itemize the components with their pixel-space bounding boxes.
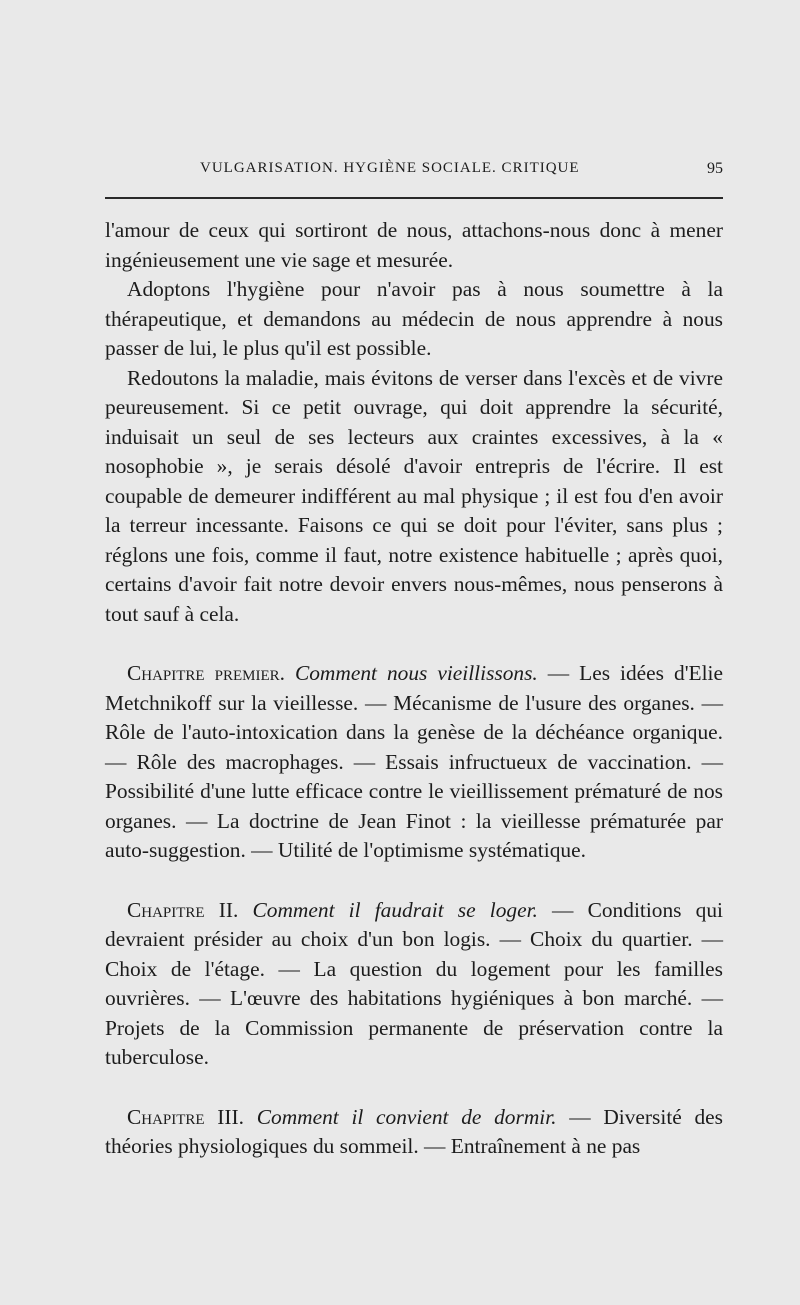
paragraph-hygiene: Adoptons l'hygiène pour n'avoir pas à nous soumettre à la thérapeutique, et demandons au médecin de nous apprendre à nous passer de lui, le plus qu'il est possible.	[105, 277, 723, 360]
running-head	[105, 160, 723, 184]
chapter-summary: — Conditions qui devraient présider au choix d'un bon logis. — Choix du quartier. — Choix de l'étage. — La question du logement pour les familles ouvrières. — L'œuvre des habitations hygiéniques à bon marché. — Projets de la Commission permanente de préservation contre la tuberculose.	[105, 897, 723, 1069]
page-number: 95	[707, 160, 723, 177]
chapter-title: Comment il convient de dormir.	[256, 1104, 557, 1129]
header-rule	[105, 197, 723, 199]
chapter-summary: — Diversité des théories physiologiques du sommeil. — Entraînement à ne pas	[105, 1104, 723, 1158]
chapter-heading: Chapitre II.	[127, 897, 239, 922]
chapter-entry-1	[105, 659, 723, 866]
chapter-title: Comment nous vieillissons.	[294, 661, 538, 685]
chapter-entry-3	[105, 1103, 723, 1162]
body-text	[105, 216, 723, 1162]
chapter-title: Comment il faudrait se loger.	[252, 897, 538, 922]
chapter-heading: Chapitre premier.	[127, 661, 285, 685]
chapter-entry-2	[105, 896, 723, 1073]
chapter-summary: — Les idées d'Elie Metchnikoff sur la vieillesse. — Mécanisme de l'usure des organes. — Rôle de l'auto-intoxication dans la genèse de la déchéance organique. — Rôle des macrophages. — Essais infructueux de vaccination. — Possibilité d'une lutte efficace contre le vieillissement prématuré de nos organes. — La doctrine de Jean Finot : la vieillesse prématurée par auto-suggestion. — Utilité de l'optimisme systématique.	[105, 661, 723, 862]
paragraph-maladie: Redoutons la maladie, mais évitons de verser dans l'excès et de vivre peureusement. Si ce petit ouvrage, qui doit apprendre la sécurité, induisait un seul de ses lecteurs aux craintes excessives, à la « nosophobie », je serais désolé d'avoir entrepris de l'écrire. Il est coupable de demeurer indifférent au mal physique ; il est fou d'en avoir la terreur incessante. Faisons ce qui se doit pour l'éviter, sans plus ; réglons une fois, comme il faut, notre existence habituelle ; après quoi, certains d'avoir fait notre devoir envers nous-mêmes, nous penserons à tout sauf à cela.	[105, 365, 723, 626]
chapter-heading: Chapitre III.	[127, 1104, 245, 1129]
running-title: VULGARISATION. HYGIÈNE SOCIALE. CRITIQUE	[200, 160, 580, 176]
paragraph-continuation: l'amour de ceux qui sortiront de nous, attachons-nous donc à mener ingénieusement une vie sage et mesurée.	[105, 218, 723, 272]
